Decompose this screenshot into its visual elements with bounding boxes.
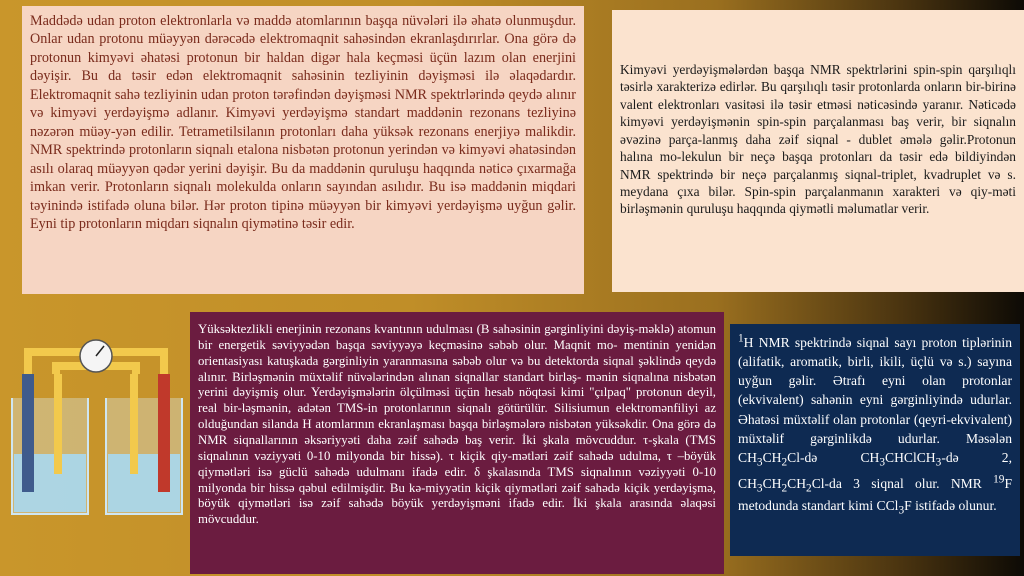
text-panel-bottom-middle bbox=[190, 312, 724, 574]
electrode-left bbox=[22, 374, 34, 492]
text-panel-top-left bbox=[22, 6, 584, 294]
electrolysis-beakers-with-meter-icon bbox=[6, 334, 186, 524]
electrode-right bbox=[158, 374, 170, 492]
paragraph-resonance-scales: Yüksəktezlikli enerjinin rezonans kvantının udulması (B sahəsinin gərginliyini dəyiş-məklə) atomun bir energetik səviyyədən başqa səviyyəyə keçməsinə səbəb olur. Maqnit mo- mentinin yenidən orientasiyası katuşkada gərginliyin yaranmasına səbəb olur və bu detektorda siqnal şəklində qeydə alınır. Birləşmənin müxtəlif nüvələrindən alınan siqnallar standart birləş- mənin siqnalına nisbətən yerini dəyişmiş olur. Yerdəyişmələrin ölçülməsi üçün hesab nöqtəsi kimi "çılpaq" protonun deyil, real bir-ləşmənin, adətən TMS-in protonlarının siqnalı götürülür. Silisiumun elektromənfiliyi az olduğundan silanda H atomlarının ekranlaşması başqa birləşmələrə nisbətən yüksəkdir. Ona görə də NMR siqnallarının əksəriyyəti daha zəif sahədə baş verir. İki şkala mövcuddur. τ-şkala (TMS siqnalının vəziyyəti 0-10 milyonda bir hissə). τ kiçik qiy-mətləri zəif sahədə udulma, τ –böyük qiymətləri isə güclü sahədə udulmanı ifadə edir. δ şkalasında TMS siqnalının vəziyyəti 0-10 milyonda bir hissə qəbul edilmişdir. Bu kə-miyyətin kiçik qiymətləri zəif sahədə kiçik yerdəyişmə, böyük qiymətləri isə zəif sahədə böyük yerdəyişməni ifadə edir. İki şkala arasında əlaqəsi mövcuddur. bbox=[198, 322, 716, 527]
paragraph-signal-count: $^1$H NMR spektrində siqnal sayı proton tiplərinin (alifatik, aromatik, birli, ikili, üçlü və s.) sayına uyğun gəlir. Ətrafı eyni olan protonlar (ekvivalent) sahənin eyni gərginliyində udurlar. Əhatəsi müxtəlif olan protonlar (qeyri-ekvivalent) müxtəlif gərginlikdə udurlar. Məsələn $CH_3CH_2Cl-də$ $CH_3CHClCH_3-də$ 2, $CH_3CH_2CH_2Cl-da$ 3 siqnal olur. NMR $^{19}$F metodunda standart kimi CCl$_3$F istifadə olunur. bbox=[738, 332, 1012, 518]
paragraph-chemical-shift: Maddədə udan proton elektronlarla və maddə atomlarının başqa nüvələri ilə əhatə olunmuşdur. Onlar udan protonu müəyyən dərəcədə elektromaqnit sahəsindən ekranlaşdırırlar. Ona görə də protonun kimyəvi əhatəsi protonun bir haldan digər hala keçməsi üçün lazım olan enerjini dəyişir. Bu da təsir edən elektromaqnit sahəsinin tezliyinin dəyişməsi ilə əlaqədardır. Elektromaqnit sahə tezliyinin udan proton tərəfindən dəyişməsi NMR spektrlərində qeydə alınır və kimyəvi yerdəyişmə adlanır. Kimyəvi yerdəyişmə standart maddənin rezonans tezliyinə nəzərən müəy-yən edilir. Tetrametilsilanın protonları daha yüksək rezonans enerjiyə malikdir. NMR spektrində protonların siqnalı etalona nisbətən protonun yerindən və kimyəvi əhatəsindən asılı olaraq müəyyən qədər yerini dəyişir. Bu da maddənin quruluşu haqqında nəticə çıxarmağa imkan verir. Protonların siqnalı molekulda onların sayından asılıdır. Bu isə maddənin miqdari təyinində istifadə oluna bilər. Hər proton tipinə müəyyən bir kimyəvi yerdəyişmə uyğun gəlir. Eyni tip protonların miqdarı siqnalın qiymətinə təsir edir. bbox=[30, 13, 576, 232]
text-panel-bottom-right bbox=[730, 324, 1020, 556]
paragraph-spin-spin: Kimyəvi yerdəyişmələrdən başqa NMR spektrlərini spin-spin qarşılıqlı təsirlə xarakterizə edirlər. Bu qarşılıqlı təsir protonlarda onların bir-birinə valent elektronları vasitəsi ilə təsir etməsi nəticəsində yaranır. Nəticədə kimyəvi yerdəyişmənin spin-spin parçalanması baş verir, bir siqnalın əvəzinə parça-lanmış daha zəif siqnal - dublet əmələ gəlir.Protonun halına mo-lekulun bir neçə başqa protonları da təsir edə bildiyindən NMR spektrində bir neçə parçalanmış siqnal-triplet, kvadruplet və s. meydana çıxa bilər. Spin-spin parçalanmanın xarakteri və qiy-məti birləşmənin quruluşu haqqında qiymətli məlumatlar verir. bbox=[620, 62, 1016, 217]
text-panel-top-right bbox=[612, 10, 1024, 292]
